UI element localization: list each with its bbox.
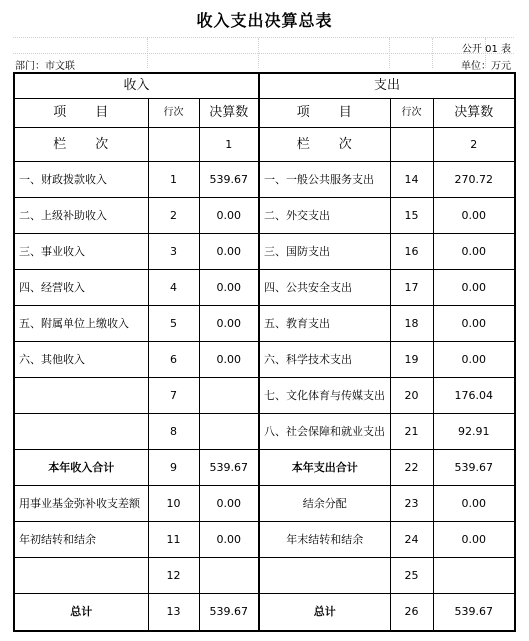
expense-value: 0.00 — [433, 341, 515, 377]
expense-item: 五、教育支出 — [259, 305, 390, 341]
expense-value: 0.00 — [433, 521, 515, 557]
income-line-no: 5 — [148, 305, 199, 341]
income-item: 一、财政拨款收入 — [14, 161, 148, 197]
income-column-blank — [148, 127, 199, 161]
expense-column-blank — [390, 127, 433, 161]
income-item: 四、经营收入 — [14, 269, 148, 305]
expense-item: 结余分配 — [259, 485, 390, 521]
income-value: 539.67 — [199, 593, 259, 631]
expense-line-no: 16 — [390, 233, 433, 269]
income-value: 0.00 — [199, 521, 259, 557]
income-line-no: 10 — [148, 485, 199, 521]
expense-line-no: 19 — [390, 341, 433, 377]
table-row — [14, 269, 515, 305]
grand-total-row — [14, 593, 515, 631]
expense-item: 本年支出合计 — [259, 449, 390, 485]
expense-line-no: 15 — [390, 197, 433, 233]
expense-item: 四、公共安全支出 — [259, 269, 390, 305]
expense-line-no: 22 — [390, 449, 433, 485]
expense-value: 270.72 — [433, 161, 515, 197]
income-item: 总计 — [14, 593, 148, 631]
expense-line-no: 26 — [390, 593, 433, 631]
department-label: 部门：市文联 — [15, 61, 75, 72]
expense-value: 0.00 — [433, 485, 515, 521]
expense-line-no: 20 — [390, 377, 433, 413]
income-section-header: 收入 — [14, 73, 259, 98]
table-row — [14, 521, 515, 557]
table-row — [14, 377, 515, 413]
expense-amount-header: 决算数 — [433, 98, 515, 127]
expense-item: 二、外交支出 — [259, 197, 390, 233]
income-item — [14, 557, 148, 593]
income-value: 0.00 — [199, 341, 259, 377]
income-item: 五、附属单位上缴收入 — [14, 305, 148, 341]
income-amount-header: 决算数 — [199, 98, 259, 127]
income-line-no: 11 — [148, 521, 199, 557]
table-row — [14, 197, 515, 233]
income-value: 539.67 — [199, 161, 259, 197]
expense-line-no: 18 — [390, 305, 433, 341]
grid-line — [13, 37, 514, 38]
table-row — [14, 305, 515, 341]
column-number-row — [14, 127, 515, 161]
table-row — [14, 341, 515, 377]
expense-item: 总计 — [259, 593, 390, 631]
expense-value: 0.00 — [433, 233, 515, 269]
income-line-no: 9 — [148, 449, 199, 485]
expense-item: 三、国防支出 — [259, 233, 390, 269]
expense-value: 176.04 — [433, 377, 515, 413]
income-value: 539.67 — [199, 449, 259, 485]
income-item: 三、事业收入 — [14, 233, 148, 269]
income-item — [14, 413, 148, 449]
income-column-label: 栏 次 — [14, 127, 148, 161]
income-value — [199, 377, 259, 413]
table-row — [14, 485, 515, 521]
income-total-row — [14, 449, 515, 485]
income-item-header: 项 目 — [14, 98, 148, 127]
expense-line-no: 14 — [390, 161, 433, 197]
income-item: 年初结转和结余 — [14, 521, 148, 557]
income-line-no: 7 — [148, 377, 199, 413]
expense-column-label: 栏 次 — [259, 127, 390, 161]
table-row — [14, 233, 515, 269]
income-value: 0.00 — [199, 305, 259, 341]
expense-item: 年末结转和结余 — [259, 521, 390, 557]
income-item: 二、上级补助收入 — [14, 197, 148, 233]
report-title: 收入支出决算总表 — [196, 11, 333, 30]
income-value — [199, 557, 259, 593]
expense-value: 0.00 — [433, 305, 515, 341]
income-item: 六、其他收入 — [14, 341, 148, 377]
expense-value: 0.00 — [433, 269, 515, 305]
income-column-number: 1 — [199, 127, 259, 161]
income-value: 0.00 — [199, 485, 259, 521]
income-value: 0.00 — [199, 269, 259, 305]
expense-item-header: 项 目 — [259, 98, 390, 127]
income-line-no: 8 — [148, 413, 199, 449]
income-line-no: 13 — [148, 593, 199, 631]
expense-line-no: 21 — [390, 413, 433, 449]
section-header-row — [14, 73, 515, 98]
expense-item: 一、一般公共服务支出 — [259, 161, 390, 197]
column-header-row — [14, 98, 515, 127]
income-value: 0.00 — [199, 197, 259, 233]
expense-value — [433, 557, 515, 593]
income-line-no: 12 — [148, 557, 199, 593]
expense-section-header: 支出 — [259, 73, 515, 98]
table-row — [14, 557, 515, 593]
expense-value: 92.91 — [433, 413, 515, 449]
grid-line — [13, 53, 514, 54]
expense-line-no: 24 — [390, 521, 433, 557]
expense-column-number: 2 — [433, 127, 515, 161]
expense-line-no: 17 — [390, 269, 433, 305]
income-line-no: 1 — [148, 161, 199, 197]
expense-value: 0.00 — [433, 197, 515, 233]
expense-line-no: 23 — [390, 485, 433, 521]
income-item: 本年收入合计 — [14, 449, 148, 485]
expense-line-no: 25 — [390, 557, 433, 593]
expense-item: 七、文化体育与传媒支出 — [259, 377, 390, 413]
income-value: 0.00 — [199, 233, 259, 269]
income-item — [14, 377, 148, 413]
income-line-no: 2 — [148, 197, 199, 233]
expense-item: 六、科学技术支出 — [259, 341, 390, 377]
expense-value: 539.67 — [433, 449, 515, 485]
income-line-no: 3 — [148, 233, 199, 269]
income-line-no: 4 — [148, 269, 199, 305]
form-code: 公开 01 表 — [461, 44, 511, 55]
expense-value: 539.67 — [433, 593, 515, 631]
income-line-header: 行次 — [148, 98, 199, 127]
expense-item — [259, 557, 390, 593]
income-value — [199, 413, 259, 449]
table-row — [14, 413, 515, 449]
income-item: 用事业基金弥补收支差额 — [14, 485, 148, 521]
expense-line-header: 行次 — [390, 98, 433, 127]
income-line-no: 6 — [148, 341, 199, 377]
income-expense-table — [13, 72, 516, 632]
unit-label: 单位：万元 — [461, 61, 511, 72]
expense-item: 八、社会保障和就业支出 — [259, 413, 390, 449]
table-row — [14, 161, 515, 197]
